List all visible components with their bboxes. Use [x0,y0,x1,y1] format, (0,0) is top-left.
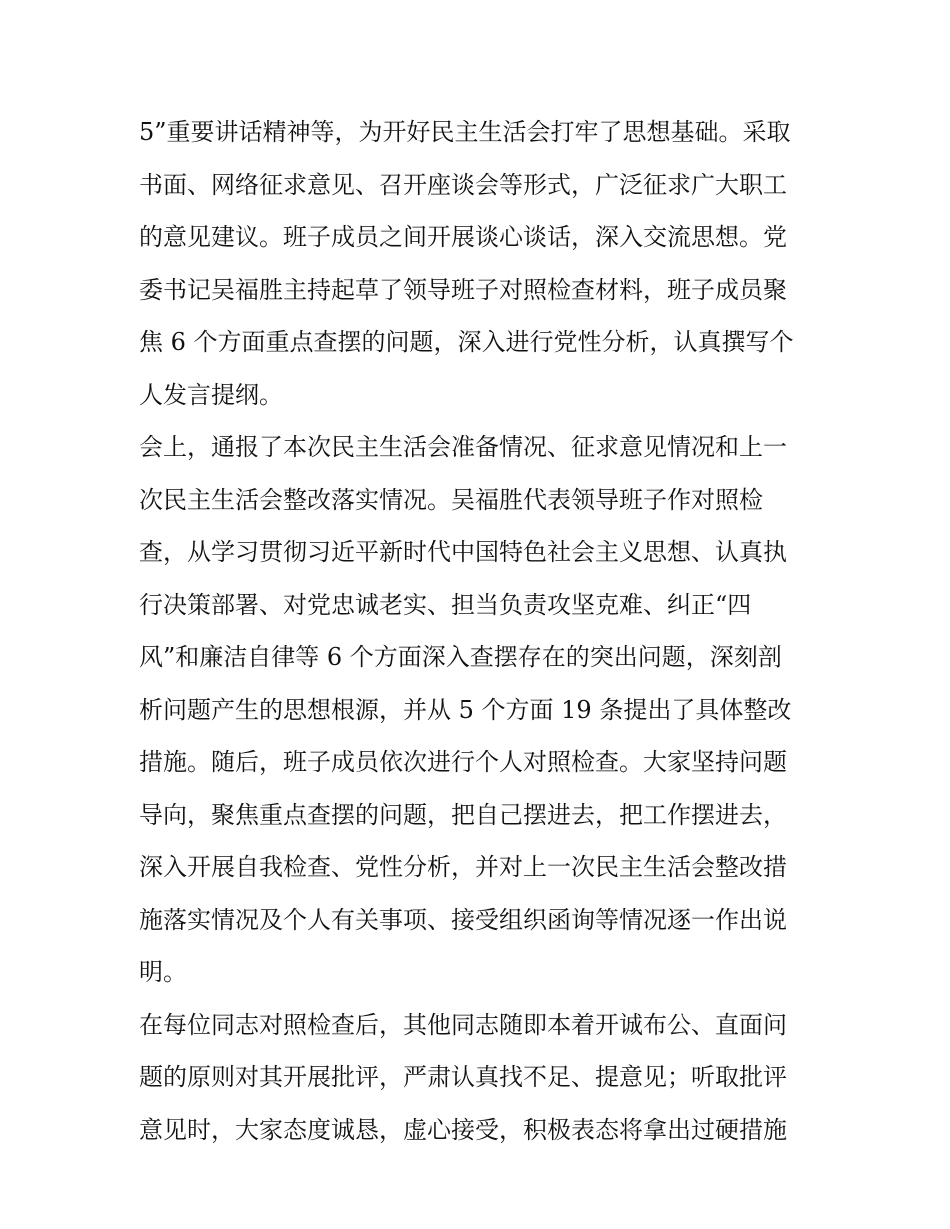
text-line: 风”和廉洁自律等 6 个方面深入查摆存在的突出问题，深刻剖 [139,643,782,671]
text-line: 查，从学习贯彻习近平新时代中国特色社会主义思想、认真执 [139,538,787,566]
text-line: 深入开展自我检查、党性分析，并对上一次民主生活会整改措 [139,853,787,881]
text-line: 在每位同志对照检查后，其他同志随即本着开诚布公、直面问 [139,1010,787,1039]
text-line: 会上，通报了本次民主生活会准备情况、征求意见情况和上一 [139,433,787,461]
text-line: 次民主生活会整改落实情况。吴福胜代表领导班子作对照检 [139,485,763,514]
text-line: 明。 [139,958,187,986]
text-line: 意见时，大家态度诚恳，虚心接受，积极表态将拿出过硬措施 [139,1115,787,1144]
text-line: 措施。随后，班子成员依次进行个人对照检查。大家坚持问题 [139,748,787,776]
text-line: 题的原则对其开展批评，严肃认真找不足、提意见；听取批评 [139,1063,787,1091]
text-line: 行决策部署、对党忠诚老实、担当负责攻坚克难、纠正“四 [139,590,752,619]
text-line: 的意见建议。班子成员之间开展谈心谈话，深入交流思想。党 [139,223,787,251]
text-line: 书面、网络征求意见、召开座谈会等形式，广泛征求广大职工 [139,170,787,199]
text-line: 5”重要讲话精神等，为开好民主生活会打牢了思想基础。采取 [139,118,791,146]
text-line: 导向，聚焦重点查摆的问题，把自己摆进去，把工作摆进去， [139,800,787,829]
text-line: 焦 6 个方面重点查摆的问题，深入进行党性分析，认真撰写个 [139,328,794,356]
text-line: 委书记吴福胜主持起草了领导班子对照检查材料，班子成员聚 [139,275,787,304]
text-line: 施落实情况及个人有关事项、接受组织函询等情况逐一作出说 [139,905,787,934]
text-line: 析问题产生的思想根源，并从 5 个方面 19 条提出了具体整改 [139,695,792,724]
text-line: 人发言提纲。 [139,380,283,409]
body-text [139,106,829,1156]
